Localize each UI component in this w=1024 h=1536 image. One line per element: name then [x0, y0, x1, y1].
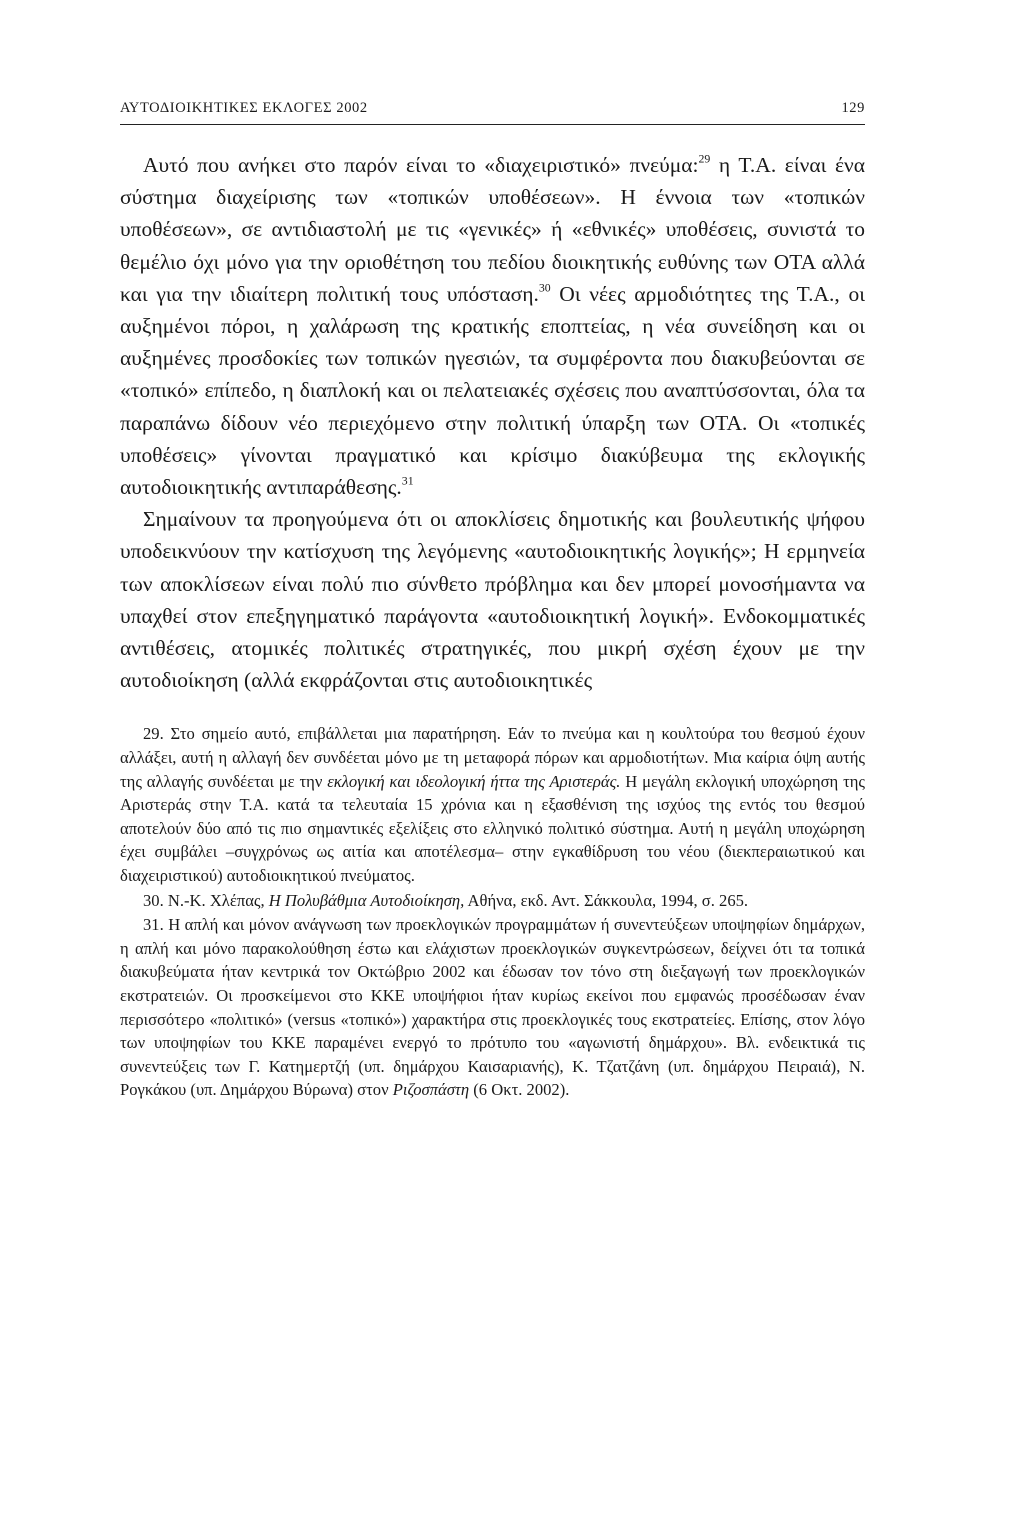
footnote-31-newspaper: Ριζοσπάστη	[392, 1080, 470, 1100]
page-number: 129	[841, 100, 865, 116]
footnote-30-part-2: Αθήνα, εκδ. Αντ. Σάκκουλα, 1994, σ. 265.	[464, 890, 749, 910]
footnote-ref-29[interactable]: 29	[698, 151, 711, 166]
paragraph-1-part-1: Αυτό που ανήκει στο παρόν είναι το «διαχειριστικό» πνεύμα:	[143, 153, 699, 177]
footnote-31-part-1: 31. Η απλή και μόνον ανάγνωση των προεκλογικών προγραμμάτων ή συνεντεύξεων υποψηφίων δημάρχων, η απλή και μόνο παρακολούθηση έστω και ελάχιστων προεκλογικών συγκεντρώσεων, δείχνει ότι τα τοπικά διακυβεύματα ήταν κεντρικά τον Οκτώβριο 2002 και έδωσαν τον τόνο στη διεξαγωγή των προεκλογικών εκστρατειών. Οι προσκείμενοι στο ΚΚΕ υποψήφιοι ήταν κυρίως εκείνοι που εμφανώς προσέδωσαν έναν περισσότερο «πολιτικό» (versus «τοπικό») χαρακτήρα στις προεκλογικές τους εκστρατείες. Επίσης, στον λόγο των υποψηφίων του ΚΚΕ παραμένει ενεργό το πρότυπο του «αγωνιστή δημάρχου». Βλ. ενδεικτικά τις συνεντεύξεις των Γ. Κατημερτζή (υπ. δημάρχου Καισαριανής), Κ. Τζατζάνη (υπ. δημάρχου Πειραιά), Ν. Ρογκάκου (υπ. Δημάρχου Βύρωνα) στον	[120, 915, 865, 1100]
paragraph-1-part-3: Οι νέες αρμοδιότητες της Τ.Α., οι αυξημένοι πόροι, η χαλάρωση της κρατικής εποπτείας, η νέα συνείδηση και οι αυξημένες προσδοκίες των τοπικών ηγεσιών, τα συμφέροντα που διακυβεύονται σε «τοπικό» επίπεδο, η διαπλοκή και οι πελατειακές σχέσεις που αναπτύσσονται, όλα τα παραπάνω δίδουν νέο περιεχόμενο στην πολιτική ύπαρξη των ΟΤΑ. Οι «τοπικές υποθέσεις» γίνονται πραγματικό και κρίσιμο διακύβευμα της εκλογικής αυτοδιοικητικής αντιπαράθεσης.	[120, 281, 865, 500]
footnote-30-part-1: 30. Ν.-Κ. Χλέπας,	[143, 890, 269, 910]
footnote-ref-31[interactable]: 31	[401, 473, 414, 488]
footnotes	[120, 722, 865, 1102]
paragraph-1-part-2: η Τ.Α. είναι ένα σύστημα διαχείρισης των «τοπικών υποθέσεων». Η έννοια των «τοπικών υποθέσεων», σε αντιδιαστολή με τις «γενικές» ή «εθνικές» υποθέσεις, συνιστά το θεμέλιο όχι μόνο για την οριοθέτηση του πεδίου διοικητικής ευθύνης των ΟΤΑ αλλά και για την ιδιαίτερη πολιτική τους υπόσταση.	[120, 153, 865, 306]
footnote-31-part-2: (6 Οκτ. 2002).	[469, 1080, 570, 1100]
body-text	[120, 149, 865, 696]
paragraph-1	[120, 149, 865, 503]
footnote-29-part-1: 29. Στο σημείο αυτό, επιβάλλεται μια παρατήρηση. Εάν το πνεύμα και η κουλτούρα του θεσμού έχουν αλλάξει, αυτή η αλλαγή δεν συνδέεται μόνο με τη μεταφορά πόρων και αρμοδιοτήτων. Μια καίρια όψη αυτής της αλλαγής συνδέεται με την	[120, 724, 865, 791]
running-header	[120, 100, 865, 125]
footnote-29	[120, 722, 865, 887]
running-title: ΑΥΤΟΔΙΟΙΚΗΤΙΚΕΣ ΕΚΛΟΓΕΣ 2002	[120, 100, 368, 116]
footnote-30-book-title: Η Πολυβάθμια Αυτοδιοίκηση,	[268, 890, 465, 910]
footnote-30	[120, 889, 865, 913]
footnote-29-emphasis: εκλογική και ιδεολογική ήττα της Αριστεράς.	[327, 771, 621, 791]
book-page	[120, 100, 865, 1410]
footnote-31	[120, 913, 865, 1102]
footnote-ref-30[interactable]: 30	[538, 280, 551, 295]
paragraph-2: Σημαίνουν τα προηγούμενα ότι οι αποκλίσεις δημοτικής και βουλευτικής ψήφου υποδεικνύουν την κατίσχυση της λεγόμενης «αυτοδιοικητικής λογικής»; Η ερμηνεία των αποκλίσεων είναι πολύ πιο σύνθετο πρόβλημα και δεν μπορεί μονοσήμαντα να υπαχθεί στον επεξηγηματικό παράγοντα «αυτοδιοικητική λογική». Ενδοκομματικές αντιθέσεις, ατομικές πολιτικές στρατηγικές, που μικρή σχέση έχουν με την αυτοδιοίκηση (αλλά εκφράζονται στις αυτοδιοικητικές	[120, 507, 865, 693]
footnote-29-part-2: Η μεγάλη εκλογική υποχώρηση της Αριστεράς στην Τ.Α. κατά τα τελευταία 15 χρόνια και η εξασθένιση της ισχύος της εντός του θεσμού αποτελούν δύο από τις πιο σημαντικές εξελίξεις στο ελληνικό πολιτικό σύστημα. Αυτή η μεγάλη υποχώρηση έχει συμβάλει –συγχρόνως ως αιτία και αποτέλεσμα– στην εγκαθίδρυση του νέου (διεκπεραιωτικού και διαχειριστικού) αυτοδιοικητικού πνεύματος.	[120, 771, 865, 886]
